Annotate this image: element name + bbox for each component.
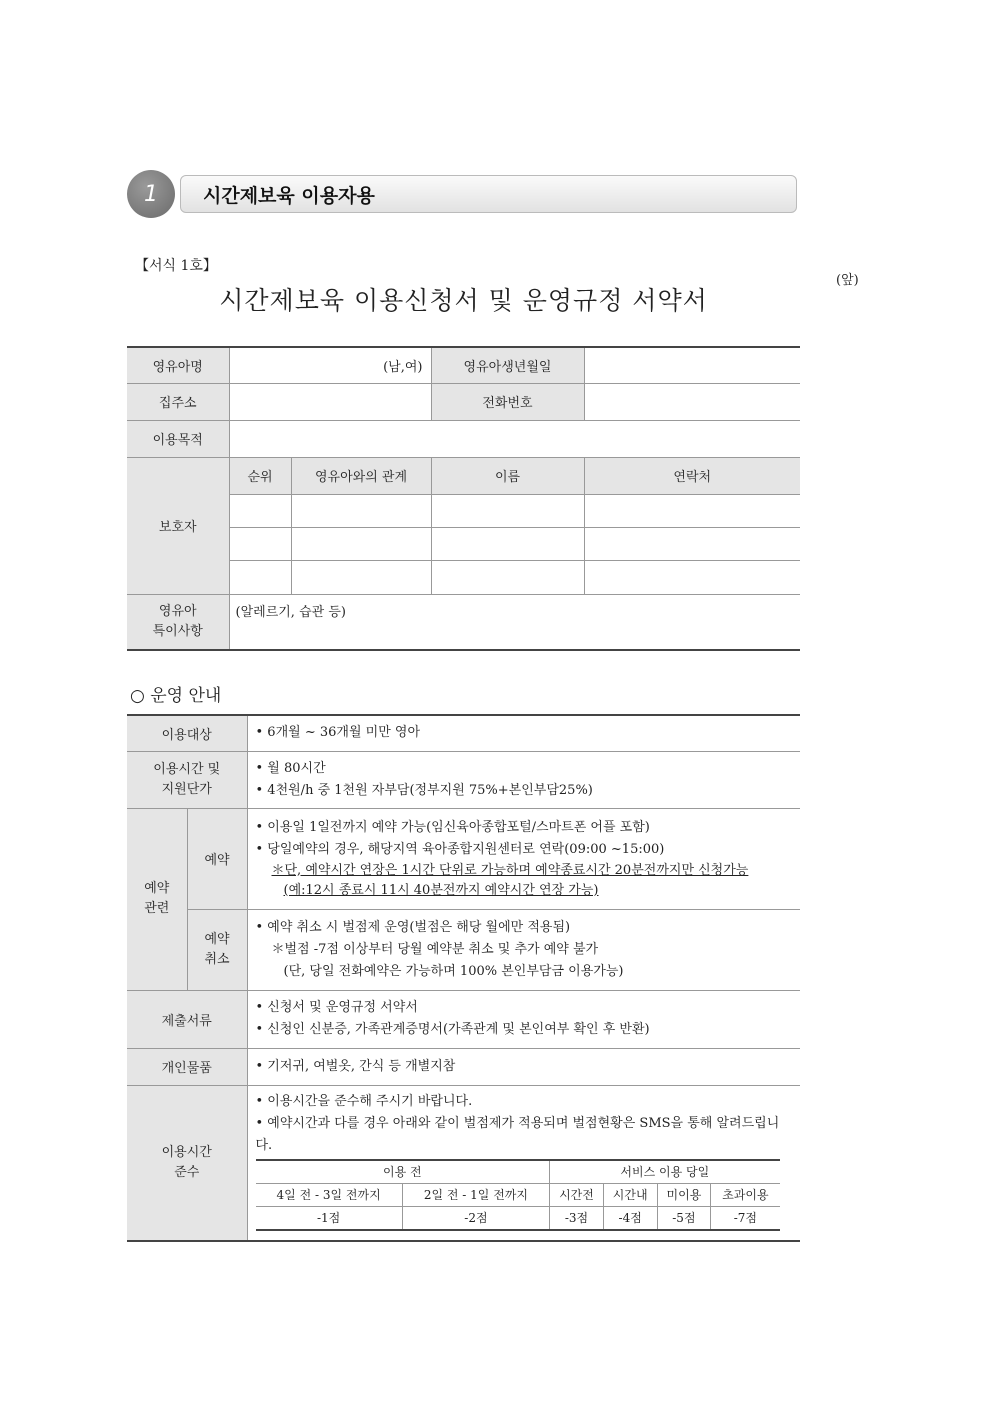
- guardian-header-contact: 연락처: [584, 457, 800, 494]
- guardian-relation-field[interactable]: [291, 494, 431, 527]
- operation-guide-heading: ○ 운영 안내: [130, 686, 222, 706]
- personal-items-label: 개인물품: [127, 1048, 247, 1085]
- guardian-header-rank: 순위: [229, 457, 291, 494]
- purpose-label: 이용목적: [127, 420, 229, 457]
- guardian-relation-field[interactable]: [291, 560, 431, 594]
- documents-text: • 신청서 및 운영규정 서약서 • 신청인 신분증, 가족관계증명서(가족관계 및 본인여부 확인 후 반환): [247, 990, 800, 1048]
- guardian-rank-field[interactable]: [229, 494, 291, 527]
- document-title: 시간제보육 이용신청서 및 운영규정 서약서: [219, 286, 708, 315]
- penalty-before-header: 이용 전: [256, 1160, 550, 1184]
- penalty-table: [256, 1159, 780, 1231]
- guardian-name-field[interactable]: [431, 494, 584, 527]
- guardian-header-relation: 영유아와의 관계: [291, 457, 431, 494]
- guardian-contact-field[interactable]: [584, 560, 800, 594]
- operation-guide-table: [127, 714, 800, 1242]
- documents-label: 제출서류: [127, 990, 247, 1048]
- address-label: 집주소: [127, 383, 229, 420]
- cancel-label: 예약 취소: [187, 909, 247, 990]
- section-title: 시간제보육 이용자용: [180, 175, 797, 213]
- special-notes-hint: (알레르기, 습관 등): [235, 604, 346, 620]
- penalty-value: -1점: [256, 1206, 403, 1230]
- guardian-rank-field[interactable]: [229, 560, 291, 594]
- child-name-label: 영유아명: [127, 347, 229, 383]
- application-form-table: [127, 346, 800, 651]
- penalty-value: -7점: [711, 1206, 780, 1230]
- booking-text: • 이용일 1일전까지 예약 가능(임신육아종합포털/스마트폰 어플 포함) • 당일예약의 경우, 해당지역 육아종합지원센터로 연락(09:00 ~15:00) ＊단, 예약시간 연장은 1시간 단위로 가능하며 예약종료시간 20분전까지만 신청가능 (예:12시 종료시 11시 40분전까지 예약시간 연장 가능): [247, 808, 800, 909]
- time-support-label: 이용시간 및 지원단가: [127, 751, 247, 808]
- section-number-badge: 1: [127, 170, 175, 218]
- personal-items-text: • 기저귀, 여벌옷, 간식 등 개별지참: [247, 1048, 800, 1085]
- target-label: 이용대상: [127, 715, 247, 751]
- guardian-rank-field[interactable]: [229, 527, 291, 560]
- phone-label: 전화번호: [431, 383, 584, 420]
- birth-date-label: 영유아생년월일: [431, 347, 584, 383]
- address-field[interactable]: [229, 383, 431, 420]
- penalty-col-header: 시간전: [550, 1183, 604, 1206]
- penalty-col-header: 미이용: [657, 1183, 711, 1206]
- reservation-label: 예약 관련: [127, 808, 187, 990]
- front-side-label: (앞): [836, 273, 859, 288]
- purpose-field[interactable]: [229, 420, 800, 457]
- special-notes-label: 영유아 특이사항: [127, 594, 229, 650]
- penalty-col-header: 2일 전 - 1일 전까지: [402, 1183, 549, 1206]
- special-notes-field[interactable]: [229, 594, 800, 650]
- cancel-text: • 예약 취소 시 벌점제 운영(벌점은 해당 월에만 적용됨) ＊벌점 -7점 이상부터 당월 예약분 취소 및 추가 예약 불가 (단, 당일 전화예약은 가능하며 100% 본인부담금 이용가능): [247, 909, 800, 990]
- guardian-contact-field[interactable]: [584, 494, 800, 527]
- guardian-label: 보호자: [127, 457, 229, 594]
- gender-hint: (남,여): [383, 359, 423, 375]
- penalty-day-of-header: 서비스 이용 당일: [550, 1160, 780, 1184]
- guardian-name-field[interactable]: [431, 560, 584, 594]
- target-text: • 6개월 ~ 36개월 미만 영아: [247, 715, 800, 751]
- guardian-name-field[interactable]: [431, 527, 584, 560]
- penalty-col-header: 초과이용: [711, 1183, 780, 1206]
- penalty-col-header: 시간내: [603, 1183, 657, 1206]
- penalty-value: -4점: [603, 1206, 657, 1230]
- time-compliance-label: 이용시간 준수: [127, 1085, 247, 1241]
- guardian-header-name: 이름: [431, 457, 584, 494]
- time-support-text: • 월 80시간 • 4천원/h 중 1천원 자부담(정부지원 75%+본인부담25%): [247, 751, 800, 808]
- booking-label: 예약: [187, 808, 247, 909]
- child-name-field[interactable]: [229, 347, 431, 383]
- penalty-value: -5점: [657, 1206, 711, 1230]
- penalty-value: -3점: [550, 1206, 604, 1230]
- guardian-relation-field[interactable]: [291, 527, 431, 560]
- penalty-value: -2점: [402, 1206, 549, 1230]
- penalty-col-header: 4일 전 - 3일 전까지: [256, 1183, 403, 1206]
- birth-date-field[interactable]: [584, 347, 800, 383]
- guardian-contact-field[interactable]: [584, 527, 800, 560]
- time-compliance-text: • 이용시간을 준수해 주시기 바랍니다. • 예약시간과 다를 경우 아래와 같이 벌점제가 적용되며 벌점현황은 SMS을 통해 알려드립니다. 이용 전 서비스 이용 당일 4일 전 - 3일 전까지 2일 전 - 1일 전까지 시간전 시간내 미이용 초과이용 -1점 -2점 -3점 -4점 -5점 -7점: [247, 1085, 800, 1241]
- form-number: 【서식 1호】: [135, 258, 217, 274]
- phone-field[interactable]: [584, 383, 800, 420]
